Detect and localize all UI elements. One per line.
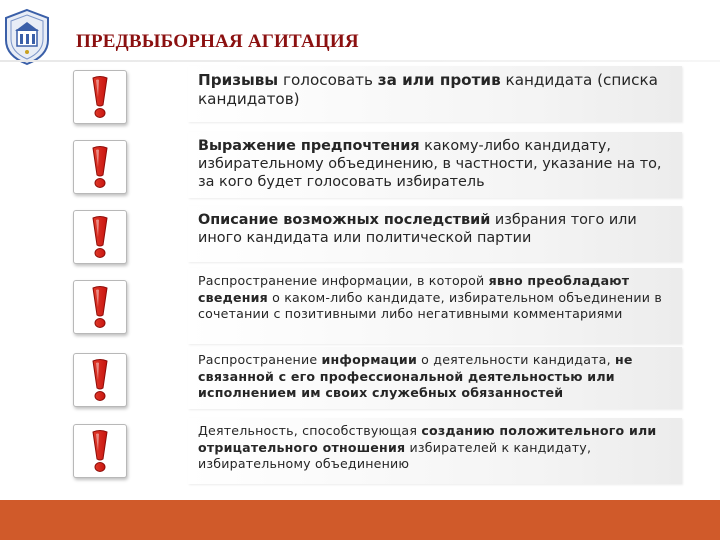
item-text-span: Распространение информации, в которой: [198, 273, 489, 288]
item-text: [188, 418, 682, 484]
item-text-bold: явно преобладают сведения: [198, 273, 630, 305]
exclamation-icon: [73, 210, 127, 264]
item-text-bold: Призывы: [198, 71, 279, 89]
exclamation-icon: [73, 424, 127, 478]
item-text-span: избрания того или иного кандидата или политической партии: [198, 212, 637, 246]
exclamation-icon: [73, 140, 127, 194]
item-text-span: голосовать: [278, 71, 378, 89]
item-text-bold: созданию положительного или отрицательного отношения: [198, 423, 657, 455]
item-text-bold: информации: [321, 352, 417, 367]
item-text-span: Распространение: [198, 352, 322, 367]
item-text: [188, 268, 682, 344]
exclamation-icon: [73, 353, 127, 407]
item-text-bold: Описание возможных последствий: [198, 212, 491, 228]
title-divider: [0, 60, 720, 62]
exclamation-icon: [73, 280, 127, 334]
item-text-bold: не связанной с его профессиональной деятельностью или исполнением им своих служебных обязанностей: [198, 352, 633, 400]
page-title: ПРЕДВЫБОРНАЯ АГИТАЦИЯ: [76, 31, 359, 52]
item-text-bold: за или против: [377, 71, 501, 89]
commission-emblem-icon: [2, 8, 52, 66]
item-text-span: кандидата (списка кандидатов): [198, 71, 658, 108]
footer-bar: [0, 500, 720, 540]
item-text-span: избирателей к кандидату, избирательному объединению: [198, 439, 592, 471]
item-text-bold: Выражение предпочтения: [198, 138, 420, 154]
item-text-span: Деятельность, способствующая: [198, 423, 422, 438]
item-text: [188, 132, 682, 198]
item-text-span: о деятельности кандидата,: [416, 352, 615, 367]
item-text: [188, 66, 682, 122]
exclamation-icon: [73, 70, 127, 124]
item-text: [188, 347, 682, 409]
item-text-span: о каком-либо кандидате, избирательном объединении в сочетании с позитивными либо негативными комментариями: [198, 289, 662, 321]
item-text: [188, 206, 682, 262]
item-text-span: какому-либо кандидату, избирательному объединению, в частности, указание на то, за кого будет голосовать избиратель: [198, 138, 662, 190]
